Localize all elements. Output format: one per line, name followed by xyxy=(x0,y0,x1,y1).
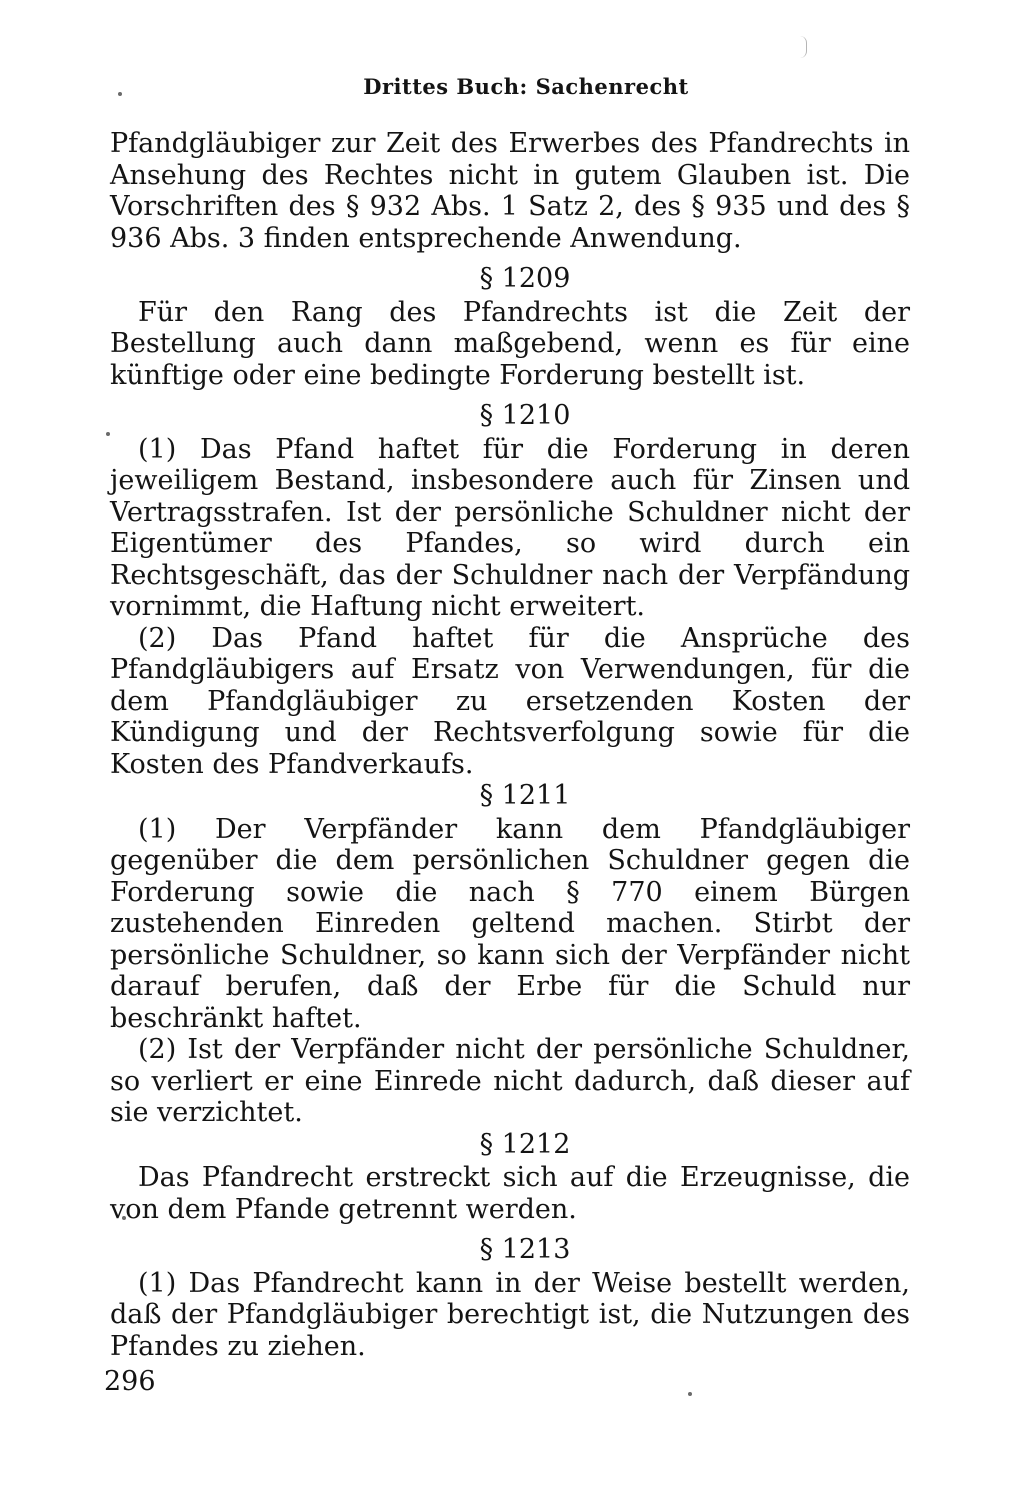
section-heading-1211: § 1211 xyxy=(479,780,571,811)
section-1209-text: Für den Rang des Pfandrechts ist die Zeit der Bestellung auch dann maßgebend, wenn es für eine künftige oder eine bedingte Forderung bestellt ist. xyxy=(110,296,910,391)
section-1210-paragraph-2: (2) Das Pfand haftet für die Ansprüche des Pfandgläubigers auf Ersatz von Verwendungen, für die dem Pfandgläubiger zu ersetzenden Kosten der Kündigung und der Rechtsverfolgung sowie für die Kosten des Pfandverkaufs. xyxy=(110,622,910,780)
legal-text xyxy=(110,128,910,1362)
section-1211-paragraph-2: (2) Ist der Verpfänder nicht der persönliche Schuldner, so verliert er eine Einrede nicht dadurch, daß dieser auf sie verzichtet. xyxy=(110,1034,910,1128)
running-head: Drittes Buch: Sachenrecht xyxy=(363,74,689,99)
section-1213-paragraph-1: (1) Das Pfandrecht kann in der Weise bestellt werden, daß der Pfandgläubiger berechtigt ist, die Nutzungen des Pfandes zu ziehen. xyxy=(110,1267,910,1362)
scan-mark xyxy=(800,36,807,58)
section-heading-1212: § 1212 xyxy=(479,1128,571,1160)
section-1211-paragraph-1: (1) Der Verpfänder kann dem Pfandgläubiger gegenüber die dem persönlichen Schuldner gegen die Forderung sowie die nach § 770 einem Bürgen zustehenden Einreden geltend machen. Stirbt der persönliche Schuldner, so kann sich der Verpfänder nicht darauf berufen, daß der Erbe für die Schuld nur beschränkt haftet. xyxy=(110,813,910,1034)
section-heading-1213: § 1213 xyxy=(479,1234,571,1265)
section-1212-text: Das Pfandrecht erstreckt sich auf die Erzeugnisse, die von dem Pfande getrennt werden. xyxy=(110,1162,910,1225)
section-heading-1209: § 1209 xyxy=(479,263,571,294)
scan-speck xyxy=(688,1392,692,1396)
section-heading-1210: § 1210 xyxy=(479,400,571,431)
page-number: 296 xyxy=(104,1366,156,1397)
section-1210-paragraph-1: (1) Das Pfand haftet für die Forderung in deren jeweiligem Bestand, insbesondere auch für Zinsen und Vertragsstrafen. Ist der persönliche Schuldner nicht der Eigentümer des Pfandes, so wird durch ein Rechtsgeschäft, das der Schuldner nach der Verpfändung vornimmt, die Haftung nicht erweitert. xyxy=(110,433,910,622)
continued-paragraph: Pfandgläubiger zur Zeit des Erwerbes des Pfandrechts in Ansehung des Rechtes nicht in gutem Glauben ist. Die Vorschriften des § 932 Abs. 1 Satz 2, des § 935 und des § 936 Abs. 3 finden entsprechende Anwendung. xyxy=(110,128,910,254)
